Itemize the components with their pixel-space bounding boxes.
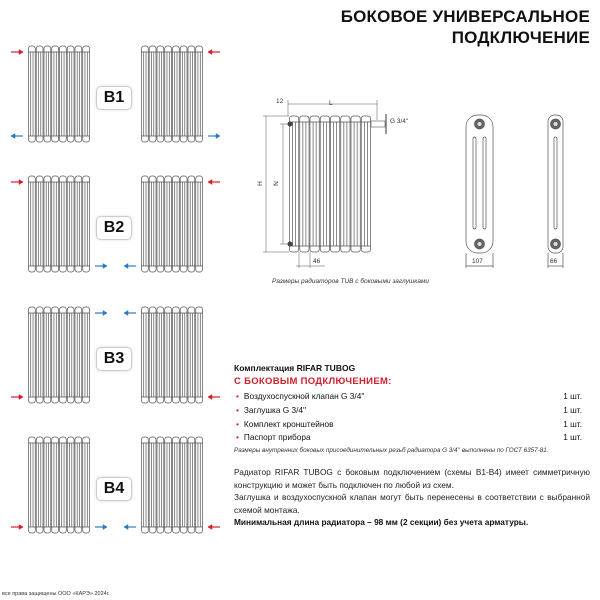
radiator-section <box>196 176 203 272</box>
thread-fitting <box>371 121 385 127</box>
side-view-3-column <box>466 115 493 268</box>
radiator-section <box>44 176 51 272</box>
radiator-section <box>75 46 82 142</box>
flow-arrow-icon <box>208 525 220 530</box>
bullet-icon: • <box>236 432 239 442</box>
radiator-section <box>300 116 309 252</box>
dim-pitch: 46 <box>313 258 321 265</box>
radiator-b2 <box>28 176 90 272</box>
flow-arrow-icon <box>208 395 220 400</box>
radiator-section <box>157 307 164 403</box>
radiator-section <box>52 437 59 533</box>
scheme-label-b1: B1 <box>96 86 132 110</box>
radiator-section <box>142 176 149 272</box>
radiator-section <box>165 437 172 533</box>
radiator-section <box>290 116 299 252</box>
radiator-section <box>320 116 329 252</box>
radiator-section <box>361 116 370 252</box>
scheme-label-b4: B4 <box>96 477 132 501</box>
radiator-b4 <box>28 437 90 533</box>
radiator-section <box>36 176 43 272</box>
radiator-section <box>188 307 195 403</box>
scheme-label-b2: B2 <box>96 216 132 240</box>
radiator-section <box>331 116 340 252</box>
radiator-section <box>60 437 67 533</box>
dim-depth-66: 66 <box>550 258 558 265</box>
kit-title: Комплектация RIFAR TUBOG <box>234 363 356 373</box>
dim-length: L <box>329 100 333 107</box>
radiator-b1 <box>141 46 203 142</box>
flow-arrow-icon <box>208 180 220 185</box>
radiator-b1 <box>28 46 90 142</box>
kit-item: • Заглушка G 3/4'' 1 шт. <box>236 405 582 415</box>
radiator-section <box>180 437 187 533</box>
radiator-b2 <box>141 176 203 272</box>
radiator-section <box>36 46 43 142</box>
flow-arrow-icon <box>95 525 107 530</box>
radiator-section <box>149 437 156 533</box>
radiator-section <box>52 176 59 272</box>
radiator-section <box>142 46 149 142</box>
radiator-section <box>173 46 180 142</box>
radiator-b3 <box>28 307 90 403</box>
radiator-section <box>142 437 149 533</box>
scheme-label-b3: B3 <box>96 347 132 371</box>
radiator-section <box>83 46 90 142</box>
radiator-section <box>36 307 43 403</box>
flow-arrow-icon <box>11 180 23 185</box>
dim-axis: N <box>272 181 280 186</box>
radiator-section <box>157 176 164 272</box>
radiator-section <box>157 437 164 533</box>
radiator-section <box>149 46 156 142</box>
plug-icon <box>288 122 293 127</box>
radiator-section <box>67 437 74 533</box>
radiator-section <box>75 307 82 403</box>
flow-arrow-icon <box>95 264 107 269</box>
flow-arrow-icon <box>11 134 23 139</box>
radiator-b4 <box>141 437 203 533</box>
flow-arrow-icon <box>11 395 23 400</box>
radiator-section <box>44 307 51 403</box>
radiator-section <box>165 176 172 272</box>
radiator-section <box>36 437 43 533</box>
kit-item: • Паспорт прибора 1 шт. <box>236 432 582 442</box>
kit-subtitle: С БОКОВЫМ ПОДКЛЮЧЕНИЕМ: <box>234 376 392 387</box>
bullet-icon: • <box>236 419 239 429</box>
radiator-section <box>351 116 360 252</box>
radiator-section <box>83 176 90 272</box>
radiator-section <box>142 307 149 403</box>
drawing-caption: Размеры радиаторов TUB с боковыми заглушками <box>272 278 430 285</box>
radiator-section <box>188 437 195 533</box>
dim-height: H <box>256 181 264 186</box>
flow-arrow-icon <box>11 525 23 530</box>
bullet-icon: • <box>236 405 239 415</box>
dim-depth-107: 107 <box>472 258 483 265</box>
flow-arrow-icon <box>124 525 136 530</box>
radiator-section <box>29 307 36 403</box>
radiator-section <box>196 307 203 403</box>
bullet-icon: • <box>236 391 239 401</box>
radiator-section <box>165 307 172 403</box>
radiator-section <box>83 437 90 533</box>
radiator-section <box>173 307 180 403</box>
dim-offset: 12 <box>276 98 284 105</box>
page-title: БОКОВОЕ УНИВЕРСАЛЬНОЕ ПОДКЛЮЧЕНИЕ <box>340 7 590 47</box>
radiator-section <box>83 307 90 403</box>
radiator-section <box>310 116 319 252</box>
kit-note: Размеры внутренних боковых присоединительных резьб радиатора G 3/4'' выполнены по ГОСТ 6357-81. <box>234 447 549 454</box>
kit-item: • Комплект кронштейнов 1 шт. <box>236 419 582 429</box>
radiator-section <box>75 176 82 272</box>
radiator-section <box>29 46 36 142</box>
radiator-section <box>180 46 187 142</box>
kit-item: • Воздухоспускной клапан G 3/4'' 1 шт. <box>236 391 582 401</box>
radiator-section <box>180 176 187 272</box>
radiator-section <box>67 46 74 142</box>
radiator-section <box>60 176 67 272</box>
radiator-section <box>67 176 74 272</box>
side-view-2-column <box>548 115 563 268</box>
radiator-section <box>44 46 51 142</box>
radiator-section <box>196 437 203 533</box>
flow-arrow-icon <box>11 50 23 55</box>
flow-arrow-icon <box>208 50 220 55</box>
radiator-section <box>173 437 180 533</box>
radiator-section <box>67 307 74 403</box>
flow-arrow-icon <box>124 311 136 316</box>
plug-icon <box>288 242 293 247</box>
radiator-section <box>29 437 36 533</box>
radiator-section <box>188 46 195 142</box>
dim-thread: G 3/4'' <box>390 118 409 125</box>
radiator-section <box>188 176 195 272</box>
radiator-section <box>52 307 59 403</box>
radiator-section <box>75 437 82 533</box>
flow-arrow-icon <box>208 134 220 139</box>
radiator-section <box>157 46 164 142</box>
radiator-section <box>196 46 203 142</box>
radiator-section <box>60 46 67 142</box>
radiator-section <box>173 176 180 272</box>
radiator-section <box>60 307 67 403</box>
radiator-section <box>52 46 59 142</box>
radiator-section <box>149 176 156 272</box>
radiator-section <box>341 116 350 252</box>
flow-arrow-icon <box>124 264 136 269</box>
radiator-b3 <box>141 307 203 403</box>
copyright: все права защищены ООО «КАРЭ» 2024г. <box>2 591 110 597</box>
radiator-front-view <box>289 116 371 252</box>
radiator-section <box>29 176 36 272</box>
radiator-section <box>44 437 51 533</box>
radiator-section <box>180 307 187 403</box>
radiator-section <box>149 307 156 403</box>
description: Радиатор RIFAR TUBOG с боковым подключением (схемы B1-B4) имеет симметричную конструкцию и может быть подключен по любой из схем. Заглушка и воздухоспускной клапан могут быть перенесены в соответствии с выбранной схемой монтажа. Минимальная длина радиатора – 98 мм (2 секции) без учета арматуры. <box>234 467 590 527</box>
flow-arrow-icon <box>95 311 107 316</box>
radiator-section <box>165 46 172 142</box>
